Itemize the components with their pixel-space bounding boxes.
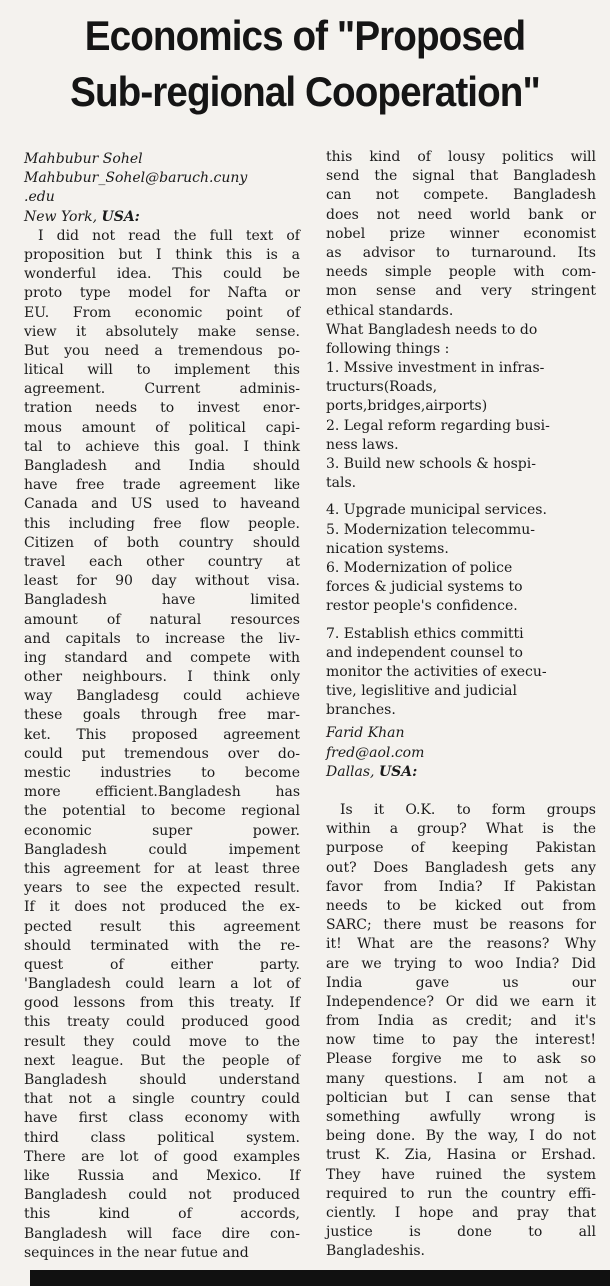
letter1-needs-intro (326, 321, 596, 359)
letter1-needs-item-line: tive, legislitive and judicial (326, 683, 518, 700)
letter1-text-line: Bangladesh will face dire con- (24, 1225, 300, 1242)
letter2-text-line: trust K. Zia, Hasina or Ershad. (326, 1147, 596, 1164)
letter1-text-line: the potential to become regional (24, 803, 300, 820)
letter2-text-line: it! What are the reasons? Why (326, 936, 596, 953)
letter1-continued-line: mon sense and very stringent (326, 283, 596, 300)
letter2-location (326, 763, 596, 782)
letter2-text-line: Bangladeshis. (326, 1243, 425, 1260)
letter2-text-line: They have ruined the system (326, 1166, 596, 1183)
letter2-text-line: are we trying to woo India? Did (326, 955, 596, 972)
letter1-continued-line: can not compete. Bangladesh (326, 187, 596, 204)
letter2-text-line: from India as credit; and it's (326, 1013, 596, 1030)
letter1-text-line: and capitals to increase the liv- (24, 630, 300, 647)
letter1-continued-line: nobel prize winner economist (326, 225, 596, 242)
letter2-text-line: being done. By the way, I do not (326, 1128, 596, 1145)
letter1-text-line: travel each other country at (24, 553, 300, 570)
letter1-text-line: this kind of accords, (24, 1206, 300, 1223)
letter2-text-line: ciently. I hope and pray that (326, 1204, 596, 1221)
letter1-needs-item-line: 7. Establish ethics committi (326, 625, 524, 642)
letter1-text-line: If it does not produced the ex- (24, 899, 300, 916)
letter1-text-line: result they could move to the (24, 1033, 300, 1050)
letter1-text-line: I did not read the full text of (38, 227, 300, 244)
letter1-text-line: There are lot of good examples (24, 1148, 300, 1165)
letter1-body (24, 227, 300, 1263)
letter1-text-line: years to see the expected result. (24, 880, 300, 897)
letter1-needs-item-line: forces & judicial systems to (326, 579, 523, 596)
letter1-continued-line: this kind of lousy politics will (326, 149, 596, 165)
letter1-text-line: view it absolutely make sense. (24, 323, 300, 340)
letter1-text-line: mestic industries to become (24, 765, 300, 781)
letter1-text-line: Bangladesh could not produced (24, 1187, 300, 1204)
letter2-text-line: favor from India? If Pakistan (326, 878, 596, 895)
letter1-text-line: 'Bangladesh could learn a lot of (24, 976, 300, 993)
letter1-country: USA: (101, 208, 140, 225)
letter1-text-line: could put tremendous over do- (24, 745, 300, 762)
headline-line-1: Economics of "Proposed (84, 12, 526, 59)
letter1-text-line: economic super power. (24, 822, 300, 839)
letter-separator (326, 782, 596, 801)
letter1-needs-item-line: tals. (326, 475, 357, 492)
letter2-text-line: justice is done to all (326, 1224, 596, 1241)
letter2-text-line: purpose of keeping Pakistan (326, 840, 596, 857)
letter1-continued-line: send the signal that Bangladesh (326, 168, 596, 185)
letter1-text-line: EU. From economic point of (24, 304, 300, 321)
letter1-text-line: Bangladesh should understand (24, 1072, 300, 1088)
letter1-email-line-2: .edu (24, 189, 55, 206)
letter1-text-line: way Bangladesg could achieve (24, 688, 300, 705)
letter1-needs-item-line: ness laws. (326, 436, 399, 453)
letter1-text-line: agreement. Current adminis- (24, 381, 300, 398)
letter1-needs-item-line: 3. Build new schools & hospi- (326, 456, 536, 472)
letter1-needs-item-line: 5. Modernization telecommu- (326, 521, 535, 538)
letter2-author: Farid Khan (326, 725, 405, 742)
letter2-text-line: many questions. I am not a (326, 1070, 596, 1087)
letter1-text-line: ket. This proposed agreement (24, 726, 300, 743)
letter1-needs-item-line: 1. Mssive investment in infras- (326, 360, 545, 377)
letter1-text-line: good lessons from this treaty. If (24, 995, 300, 1012)
letter1-needs-item-line: nication systems. (326, 540, 449, 557)
letter1-text-line: Bangladesh and India should (24, 458, 300, 474)
letter1-needs-intro-line: following things : (326, 340, 450, 357)
letter2-text-line: out? Does Bangladesh gets any (326, 859, 596, 876)
letter1-text-line: litical will to implement this (24, 362, 300, 379)
letter1-text-line: should terminated with the re- (24, 937, 300, 954)
letter1-text-line: Citizen of both country should (24, 534, 300, 551)
letter1-text-line: ing standard and compete with (24, 649, 300, 666)
letter1-email-line-1: Mahbubur_Sohel@baruch.cuny (24, 170, 248, 187)
letter1-location (24, 208, 300, 227)
letter2-city: Dallas, (326, 763, 379, 780)
letter2-text-line: Independence? Or did we earn it (326, 993, 596, 1010)
letter2-text-line: India gave us our (326, 974, 596, 991)
letter1-continued-line: needs simple people with com- (326, 264, 596, 281)
letter1-needs-item-line: restor people's confidence. (326, 598, 518, 615)
letter1-needs-item-line: 6. Modernization of police (326, 559, 513, 576)
letter1-needs-item-line: and independent counsel to (326, 644, 523, 661)
letter1-text-line: least for 90 day without visa. (24, 573, 300, 590)
right-column (326, 148, 596, 1262)
article-headline (24, 8, 585, 120)
letter1-city: New York, (24, 208, 102, 225)
letter1-continued-line: does not need world bank or (326, 206, 596, 223)
letter1-text-line: quest of either party. (24, 956, 300, 973)
letter1-continued-line: as advisor to turnaround. Its (326, 244, 596, 261)
letter1-text-line: tration needs to invest enor- (24, 400, 300, 417)
letter2-country: USA: (378, 763, 418, 780)
letter2-text-line: something awfully wrong is (326, 1109, 596, 1125)
letter1-text-line: that not a single country could (24, 1091, 300, 1108)
letter1-text-line: third class political system. (24, 1129, 300, 1146)
letter1-text-line: have free trade agreement like (24, 477, 300, 494)
letter1-text-line: pected result this agreement (24, 918, 300, 935)
letter1-text-line: Canada and US used to haveand (24, 496, 300, 513)
letter2-text-line: poltician but I can sense that (326, 1089, 596, 1106)
letter1-needs-item-line: ports,bridges,airports) (326, 398, 488, 415)
letter1-text-line: But you need a tremendous po- (24, 342, 300, 359)
letter1-text-line: amount of natural resources (24, 611, 300, 628)
letter1-text-line: proto type model for Nafta or (24, 285, 300, 302)
letter2-text-line: Please forgive me to ask so (326, 1051, 596, 1068)
letter1-text-line: next league. But the people of (24, 1052, 300, 1069)
letter1-text-line: these goals through free mar- (24, 707, 300, 724)
bottom-rule (30, 1270, 610, 1286)
left-column (24, 150, 300, 1263)
letter1-text-line: wonderful idea. This could be (24, 266, 300, 283)
letter1-text-line: proposition but I think this is a (24, 246, 300, 263)
letter1-text-line: have first class economy with (24, 1110, 300, 1127)
letter1-text-line: this including free flow people. (24, 515, 300, 532)
headline-line-2: Sub-regional Cooperation" (70, 68, 540, 115)
letter1-text-line: mous amount of political capi- (24, 419, 300, 436)
letter1-text-line: Bangladesh have limited (24, 592, 300, 609)
letter1-needs-item-line: 2. Legal reform regarding busi- (326, 417, 550, 434)
letter2-text-line: now time to pay the interest! (326, 1032, 596, 1049)
letter2-text-line: within a group? What is the (326, 821, 596, 838)
letter2-text-line: required to run the country effi- (326, 1185, 596, 1202)
letter1-continued-line: ethical standards. (326, 302, 454, 319)
letter1-text-line: other neighbours. I think only (24, 669, 300, 686)
letter1-needs-item-line: tructurs(Roads, (326, 379, 438, 396)
letter1-text-line: like Russia and Mexico. If (24, 1167, 300, 1184)
letter1-text-line: Bangladesh could impement (24, 841, 300, 858)
letter2-text-line: SARC; there must be reasons for (326, 917, 596, 934)
letter1-text-line: more efficient.Bangladesh has (24, 784, 300, 801)
letter2-text-line: Is it O.K. to form groups (340, 802, 596, 818)
letter1-needs-intro-line: What Bangladesh needs to do (326, 321, 538, 338)
letter1-needs-item-line: branches. (326, 702, 396, 719)
letter1-text-line: sequinces in the near futue and (24, 1244, 249, 1261)
letter2-body (326, 801, 596, 1262)
letter1-text-line: this agreement for at least three (24, 860, 300, 877)
letter1-continued (326, 148, 596, 321)
letter1-needs-list (326, 359, 596, 720)
letter1-text-line: this treaty could produced good (24, 1014, 300, 1031)
letter2-email: fred@aol.com (326, 744, 425, 761)
letter1-needs-item-line: monitor the activities of execu- (326, 663, 547, 680)
letter1-needs-item-line: 4. Upgrade municipal services. (326, 502, 547, 519)
letter1-text-line: tal to achieve this goal. I think (24, 438, 300, 455)
letter2-text-line: needs to be kicked out from (326, 897, 596, 914)
letter1-author: Mahbubur Sohel (24, 151, 143, 167)
